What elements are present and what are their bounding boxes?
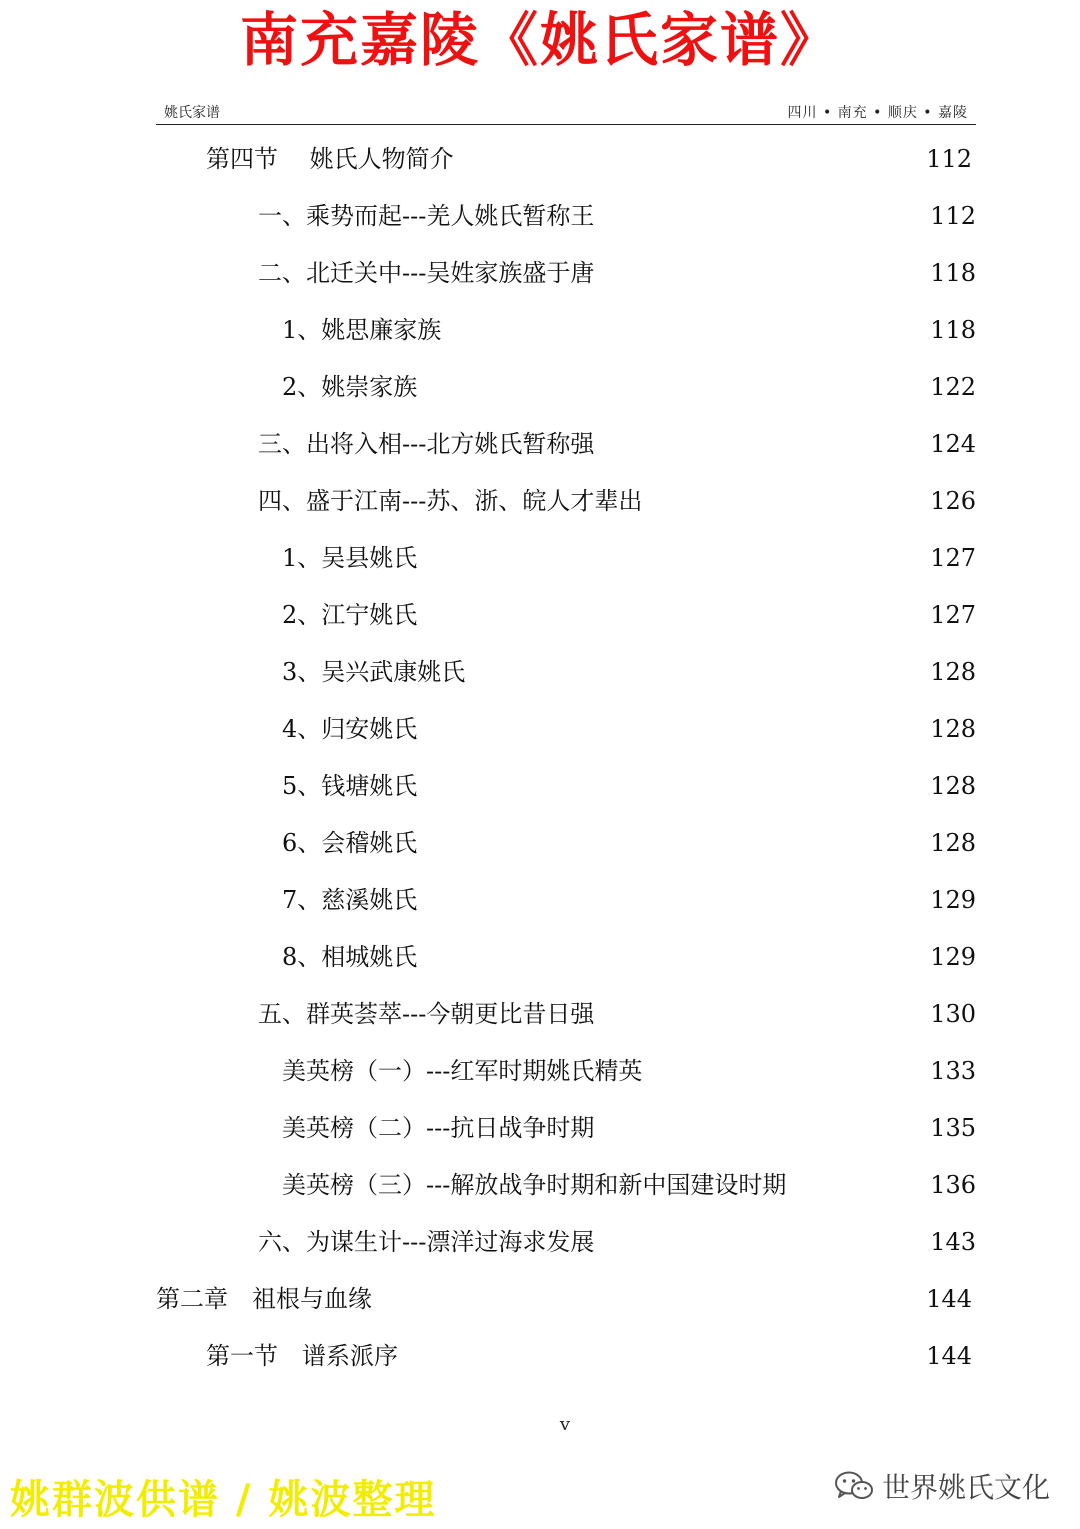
toc-entry-title: 美英榜（三）---解放战争时期和新中国建设时期 bbox=[282, 1171, 787, 1199]
running-head bbox=[156, 98, 976, 125]
toc-entry bbox=[0, 1328, 1080, 1385]
toc-entry-title: 五、群英荟萃---今朝更比昔日强 bbox=[258, 1000, 595, 1028]
toc-entry-page: 136 bbox=[930, 1171, 976, 1199]
running-head-right: 四川 • 南充 • 顺庆 • 嘉陵 bbox=[787, 105, 968, 121]
toc-entry bbox=[0, 530, 1080, 587]
toc-entry-page: 129 bbox=[930, 886, 976, 914]
account-name: 世界姚氏文化 bbox=[881, 1471, 1050, 1504]
toc-entry-title: 四、盛于江南---苏、浙、皖人才辈出 bbox=[258, 487, 643, 515]
toc-entry bbox=[0, 245, 1080, 302]
toc-entry-title: 第二章 祖根与血缘 bbox=[156, 1285, 372, 1313]
toc-entry-page: 124 bbox=[930, 430, 976, 458]
credit-text: 姚群波供谱 / 姚波整理 bbox=[10, 1477, 437, 1523]
toc-entry bbox=[0, 131, 1080, 188]
toc-entry bbox=[0, 587, 1080, 644]
toc-entry-page: 144 bbox=[926, 1285, 972, 1313]
toc-entry-page: 144 bbox=[926, 1342, 972, 1370]
table-of-contents bbox=[0, 131, 1080, 1385]
toc-entry-title: 1、吴县姚氏 bbox=[282, 544, 418, 572]
toc-entry bbox=[0, 758, 1080, 815]
toc-entry bbox=[0, 1100, 1080, 1157]
toc-entry-title: 第一节 谱系派序 bbox=[206, 1342, 398, 1370]
toc-entry bbox=[0, 1271, 1080, 1328]
toc-entry-title: 6、会稽姚氏 bbox=[282, 829, 418, 857]
running-head-left: 姚氏家谱 bbox=[164, 105, 220, 121]
toc-entry bbox=[0, 1043, 1080, 1100]
toc-entry bbox=[0, 188, 1080, 245]
toc-entry-title: 5、钱塘姚氏 bbox=[282, 772, 418, 800]
toc-entry-page: 126 bbox=[930, 487, 976, 515]
banner-title: 南充嘉陵《姚氏家谱》 bbox=[239, 6, 840, 74]
toc-entry-title: 1、姚思廉家族 bbox=[282, 316, 442, 344]
toc-entry-page: 129 bbox=[930, 943, 976, 971]
toc-entry-title: 二、北迁关中---吴姓家族盛于唐 bbox=[258, 259, 595, 287]
toc-entry-page: 128 bbox=[930, 715, 976, 743]
toc-entry-page: 112 bbox=[930, 202, 976, 230]
toc-entry-title: 美英榜（二）---抗日战争时期 bbox=[282, 1114, 595, 1142]
toc-entry-title: 六、为谋生计---漂洋过海求发展 bbox=[258, 1228, 595, 1256]
toc-entry-page: 128 bbox=[930, 658, 976, 686]
toc-entry bbox=[0, 701, 1080, 758]
toc-entry-title: 4、归安姚氏 bbox=[282, 715, 418, 743]
toc-entry-title: 7、慈溪姚氏 bbox=[282, 886, 418, 914]
toc-entry bbox=[0, 986, 1080, 1043]
page-number: v bbox=[559, 1414, 571, 1435]
toc-entry-title: 第四节 姚氏人物简介 bbox=[206, 145, 454, 173]
wechat-icon bbox=[834, 1470, 874, 1502]
toc-entry-page: 143 bbox=[930, 1228, 976, 1256]
toc-entry bbox=[0, 644, 1080, 701]
toc-entry bbox=[0, 1157, 1080, 1214]
toc-entry-title: 2、江宁姚氏 bbox=[282, 601, 418, 629]
toc-entry-page: 133 bbox=[930, 1057, 976, 1085]
toc-entry-title: 2、姚崇家族 bbox=[282, 373, 418, 401]
toc-entry-page: 135 bbox=[930, 1114, 976, 1142]
toc-entry-page: 112 bbox=[926, 145, 972, 173]
toc-entry bbox=[0, 302, 1080, 359]
toc-entry bbox=[0, 416, 1080, 473]
account-badge bbox=[834, 1466, 1050, 1506]
toc-entry-page: 118 bbox=[930, 259, 976, 287]
toc-entry-page: 128 bbox=[930, 829, 976, 857]
toc-entry bbox=[0, 473, 1080, 530]
toc-entry-title: 3、吴兴武康姚氏 bbox=[282, 658, 466, 686]
toc-entry bbox=[0, 929, 1080, 986]
toc-entry-page: 127 bbox=[930, 601, 976, 629]
toc-entry-page: 122 bbox=[930, 373, 976, 401]
toc-entry bbox=[0, 815, 1080, 872]
toc-entry-page: 118 bbox=[930, 316, 976, 344]
toc-entry-page: 127 bbox=[930, 544, 976, 572]
toc-entry-title: 三、出将入相---北方姚氏暂称强 bbox=[258, 430, 595, 458]
toc-entry-title: 美英榜（一）---红军时期姚氏精英 bbox=[282, 1057, 643, 1085]
toc-entry-page: 128 bbox=[930, 772, 976, 800]
toc-entry bbox=[0, 359, 1080, 416]
toc-entry bbox=[0, 1214, 1080, 1271]
toc-entry bbox=[0, 872, 1080, 929]
toc-entry-page: 130 bbox=[930, 1000, 976, 1028]
toc-entry-title: 8、相城姚氏 bbox=[282, 943, 418, 971]
toc-entry-title: 一、乘势而起---羌人姚氏暂称王 bbox=[258, 202, 595, 230]
